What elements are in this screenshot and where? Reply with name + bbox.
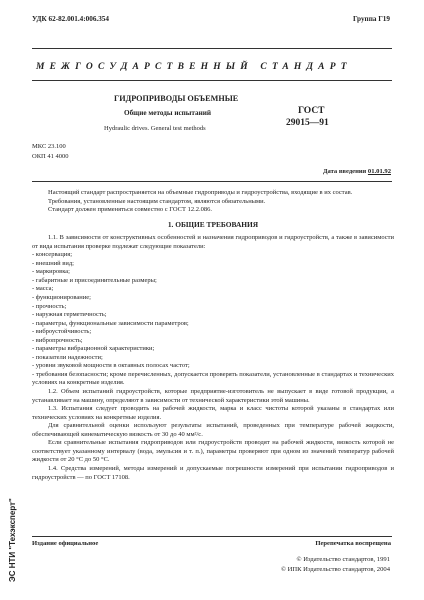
- gost-label: ГОСТ: [298, 106, 325, 116]
- list-item: - консервация;: [32, 251, 73, 259]
- intro-paragraph: Стандарт должен применяться совместно с ГОСТ 12.2.086.: [48, 206, 212, 214]
- clause-1-3: 1.3. Испытания следует проводить на рабочей жидкости, марка и класс чистоты которой указаны в стандартах или технических условиях на конкретные изделия.: [32, 405, 394, 421]
- date-rule: [32, 181, 392, 182]
- gost-number: 29015—91: [286, 118, 329, 128]
- list-item: - виброустойчивость;: [32, 328, 92, 336]
- list-item: - прочность;: [32, 302, 67, 310]
- list-item: - габаритные и присоединительные размеры;: [32, 276, 157, 284]
- indicator-list: [32, 251, 394, 388]
- clause-1-3-viscosity: Если сравнительные испытания гидроприводов или гидроустройств проводят на рабочей жидкости, вязкость которой не соответствует указанному интервалу (вода, эмульсия и т. п.), параметры проверяют при одном из значений температур рабочей жидкости от 20 °С до 50 °С.: [32, 439, 394, 464]
- copyright-1991: © Издательство стандартов, 1991: [296, 556, 390, 563]
- effective-date: [323, 168, 391, 175]
- intro-paragraph: Настоящий стандарт распространяется на объемные гидроприводы и гидроустройства, входящие в их состав.: [48, 189, 353, 196]
- group-code: Группа Г19: [352, 15, 390, 23]
- list-item: - уровни звуковой мощности в октавных полосах частот;: [32, 362, 190, 370]
- classification-codes: [32, 142, 68, 161]
- top-rule: [32, 48, 392, 49]
- clause-1-3-comparison: Для сравнительной оценки используют результаты испытаний, проведенных при температуре рабочей жидкости, обеспечивающей кинематическую вязкость от 30 до 40 мм²/с.: [32, 422, 394, 438]
- list-item: - показатели надежности;: [32, 353, 103, 361]
- list-item: - требования безопасности; кроме перечисленных, допускается проверять показатели, установленные в стандартах и технических условиях на конкретные изделия.: [32, 370, 394, 387]
- copyright-2004: © ИПК Издательство стандартов, 2004: [280, 566, 390, 573]
- mks-code: МКС 23.100: [32, 143, 66, 150]
- doc-subtitle: Общие методы испытаний: [124, 109, 212, 117]
- clause-1-1: 1.1. В зависимости от конструктивных особенностей и назначения гидроприводов и гидроустройств, а также в зависимости от вида испытания проверке подлежат следующие показатели:: [32, 234, 394, 250]
- title-rule: [32, 80, 392, 81]
- document-body: [32, 189, 394, 482]
- list-item: - внешний вид;: [32, 259, 74, 267]
- intro-paragraph: Требования, установленные настоящим стандартом, являются обязательными.: [48, 197, 266, 205]
- official-edition-label: Издание официальное: [32, 540, 99, 547]
- clause-1-4: 1.4. Средства измерений, методы измерений и допускаемые погрешности измерений при испытании гидроприводов и гидроустройств — по ГОСТ 17108.: [32, 464, 394, 481]
- section-heading: 1. ОБЩИЕ ТРЕБОВАНИЯ: [167, 219, 259, 229]
- okp-code: ОКП 41 4000: [32, 152, 69, 160]
- english-title: Hydraulic drives. General test methods: [104, 125, 206, 132]
- interstate-standard-label: МЕЖГОСУДАРСТВЕННЫЙ СТАНДАРТ: [36, 62, 352, 72]
- list-item: - масса;: [32, 285, 54, 293]
- date-value: 01.01.92: [367, 168, 391, 175]
- side-stamp: ЭС НТИ "Техэксперт": [8, 498, 17, 582]
- list-item: - маркировка;: [32, 268, 70, 276]
- list-item: - вибропрочность;: [32, 336, 83, 344]
- clause-1-2: 1.2. Объем испытаний гидроустройств, которые предприятие-изготовитель не выпускает в виде готовой продукции, а устанавливает на машину, определяют в зависимости от технической характеристики этой машины.: [32, 388, 394, 404]
- reprint-prohibited-label: Перепечатка воспрещена: [315, 540, 391, 547]
- udk-code: УДК 62-82.001.4:006.354: [32, 15, 109, 23]
- footer-rule: [32, 536, 392, 537]
- list-item: - функционирование;: [32, 294, 91, 302]
- date-label: Дата введения: [322, 168, 367, 175]
- list-item: - параметры вибрационной характеристики;: [32, 345, 155, 353]
- doc-title: ГИДРОПРИВОДЫ ОБЪЕМНЫЕ: [114, 94, 239, 103]
- list-item: - параметры, функциональные зависимости параметров;: [32, 319, 189, 327]
- list-item: - наружная герметичность;: [32, 311, 107, 319]
